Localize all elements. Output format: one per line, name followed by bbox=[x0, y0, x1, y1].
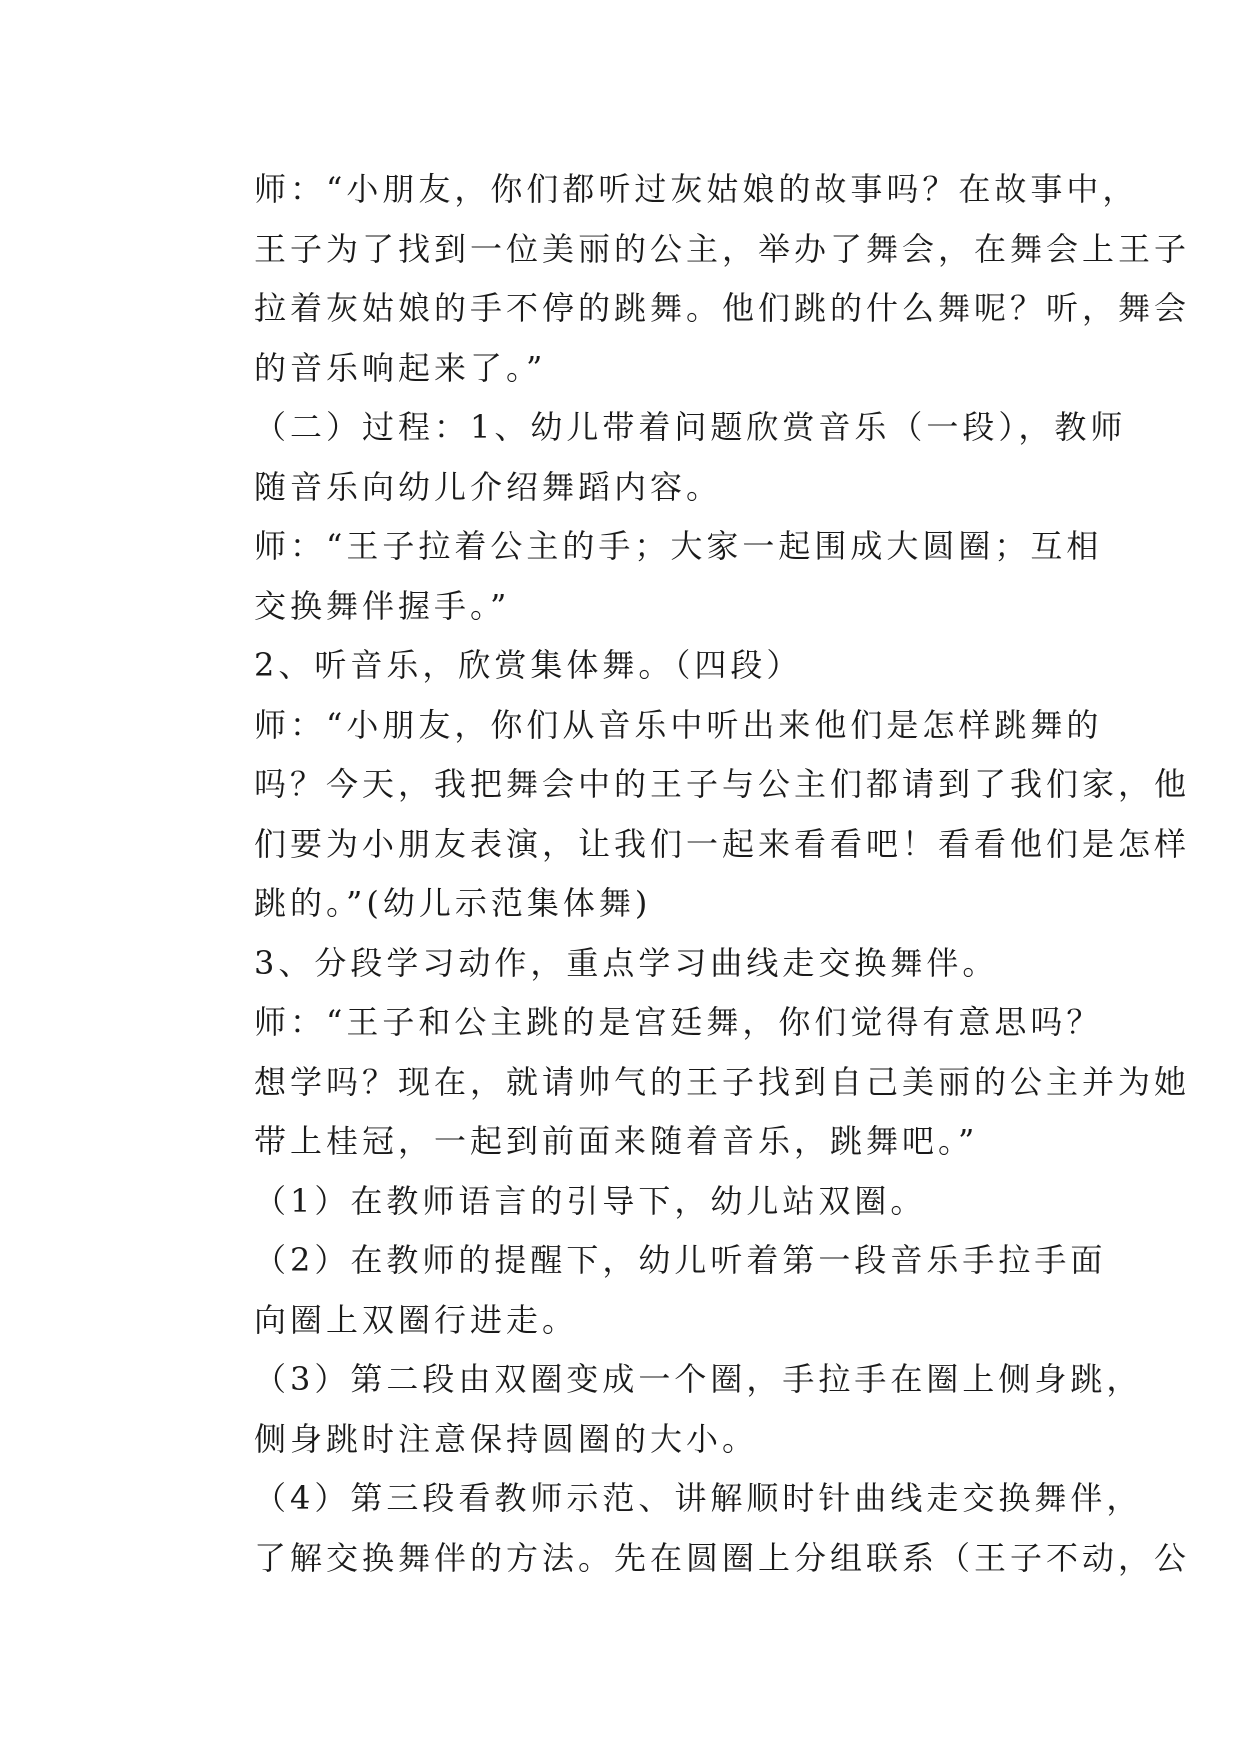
text-line: （4）第三段看教师示范、讲解顺时针曲线走交换舞伴， bbox=[254, 1479, 1143, 1517]
paragraph bbox=[190, 1350, 1143, 1469]
text-line: 3、分段学习动作，重点学习曲线走交换舞伴。 bbox=[254, 943, 999, 982]
text-line: 了解交换舞伴的方法。先在圆圈上分组联系（王子不动，公 bbox=[254, 1538, 1191, 1577]
paragraph bbox=[190, 160, 1191, 398]
text-line: 师：“王子和公主跳的是宫廷舞，你们觉得有意思吗？ bbox=[254, 1003, 1103, 1041]
text-line: 师：“小朋友，你们从音乐中听出来他们是怎样跳舞的 bbox=[254, 705, 1103, 744]
text-line: 们要为小朋友表演，让我们一起来看看吧！看看他们是怎样 bbox=[254, 824, 1191, 863]
text-line: 向圈上双圈行进走。 bbox=[254, 1300, 579, 1339]
text-line: （2）在教师的提醒下，幼儿听着第一段音乐手拉手面 bbox=[254, 1241, 1107, 1279]
text-line: 吗？今天，我把舞会中的王子与公主们都请到了我们家，他 bbox=[254, 765, 1191, 803]
paragraph bbox=[190, 696, 1191, 934]
document-body bbox=[190, 160, 1191, 1588]
paragraph bbox=[190, 1231, 1107, 1350]
paragraph bbox=[190, 398, 1127, 517]
text-line: 想学吗？现在，就请帅气的王子找到自己美丽的公主并为她 bbox=[254, 1062, 1191, 1101]
text-line: （3）第二段由双圈变成一个圈，手拉手在圈上侧身跳， bbox=[254, 1360, 1143, 1398]
paragraph bbox=[190, 517, 1103, 636]
text-line: 带上桂冠，一起到前面来随着音乐，跳舞吧。” bbox=[254, 1122, 979, 1160]
text-line: 拉着灰姑娘的手不停的跳舞。他们跳的什么舞呢？听，舞会 bbox=[254, 289, 1191, 327]
paragraph bbox=[190, 1172, 1060, 1232]
text-line: 2、听音乐，欣赏集体舞。（四段） bbox=[254, 646, 803, 684]
text-line: 随音乐向幼儿介绍舞蹈内容。 bbox=[254, 467, 723, 506]
text-line: 交换舞伴握手。” bbox=[254, 586, 511, 625]
paragraph bbox=[190, 636, 1060, 696]
text-line: 侧身跳时注意保持圆圈的大小。 bbox=[254, 1419, 759, 1458]
paragraph bbox=[190, 934, 1060, 994]
paragraph bbox=[190, 1469, 1191, 1588]
text-line: 跳的。”(幼儿示范集体舞) bbox=[254, 884, 652, 922]
text-line: （二）过程：1、幼儿带着问题欣赏音乐（一段），教师 bbox=[254, 408, 1127, 446]
text-line: 师：“小朋友，你们都听过灰姑娘的故事吗？在故事中， bbox=[254, 170, 1139, 208]
text-line: 王子为了找到一位美丽的公主，举办了舞会，在舞会上王子 bbox=[254, 229, 1191, 268]
text-line: （1）在教师语言的引导下，幼儿站双圈。 bbox=[254, 1181, 927, 1220]
paragraph bbox=[190, 993, 1191, 1172]
text-line: 师：“王子拉着公主的手；大家一起围成大圆圈；互相 bbox=[254, 527, 1103, 565]
text-line: 的音乐响起来了。” bbox=[254, 348, 547, 387]
